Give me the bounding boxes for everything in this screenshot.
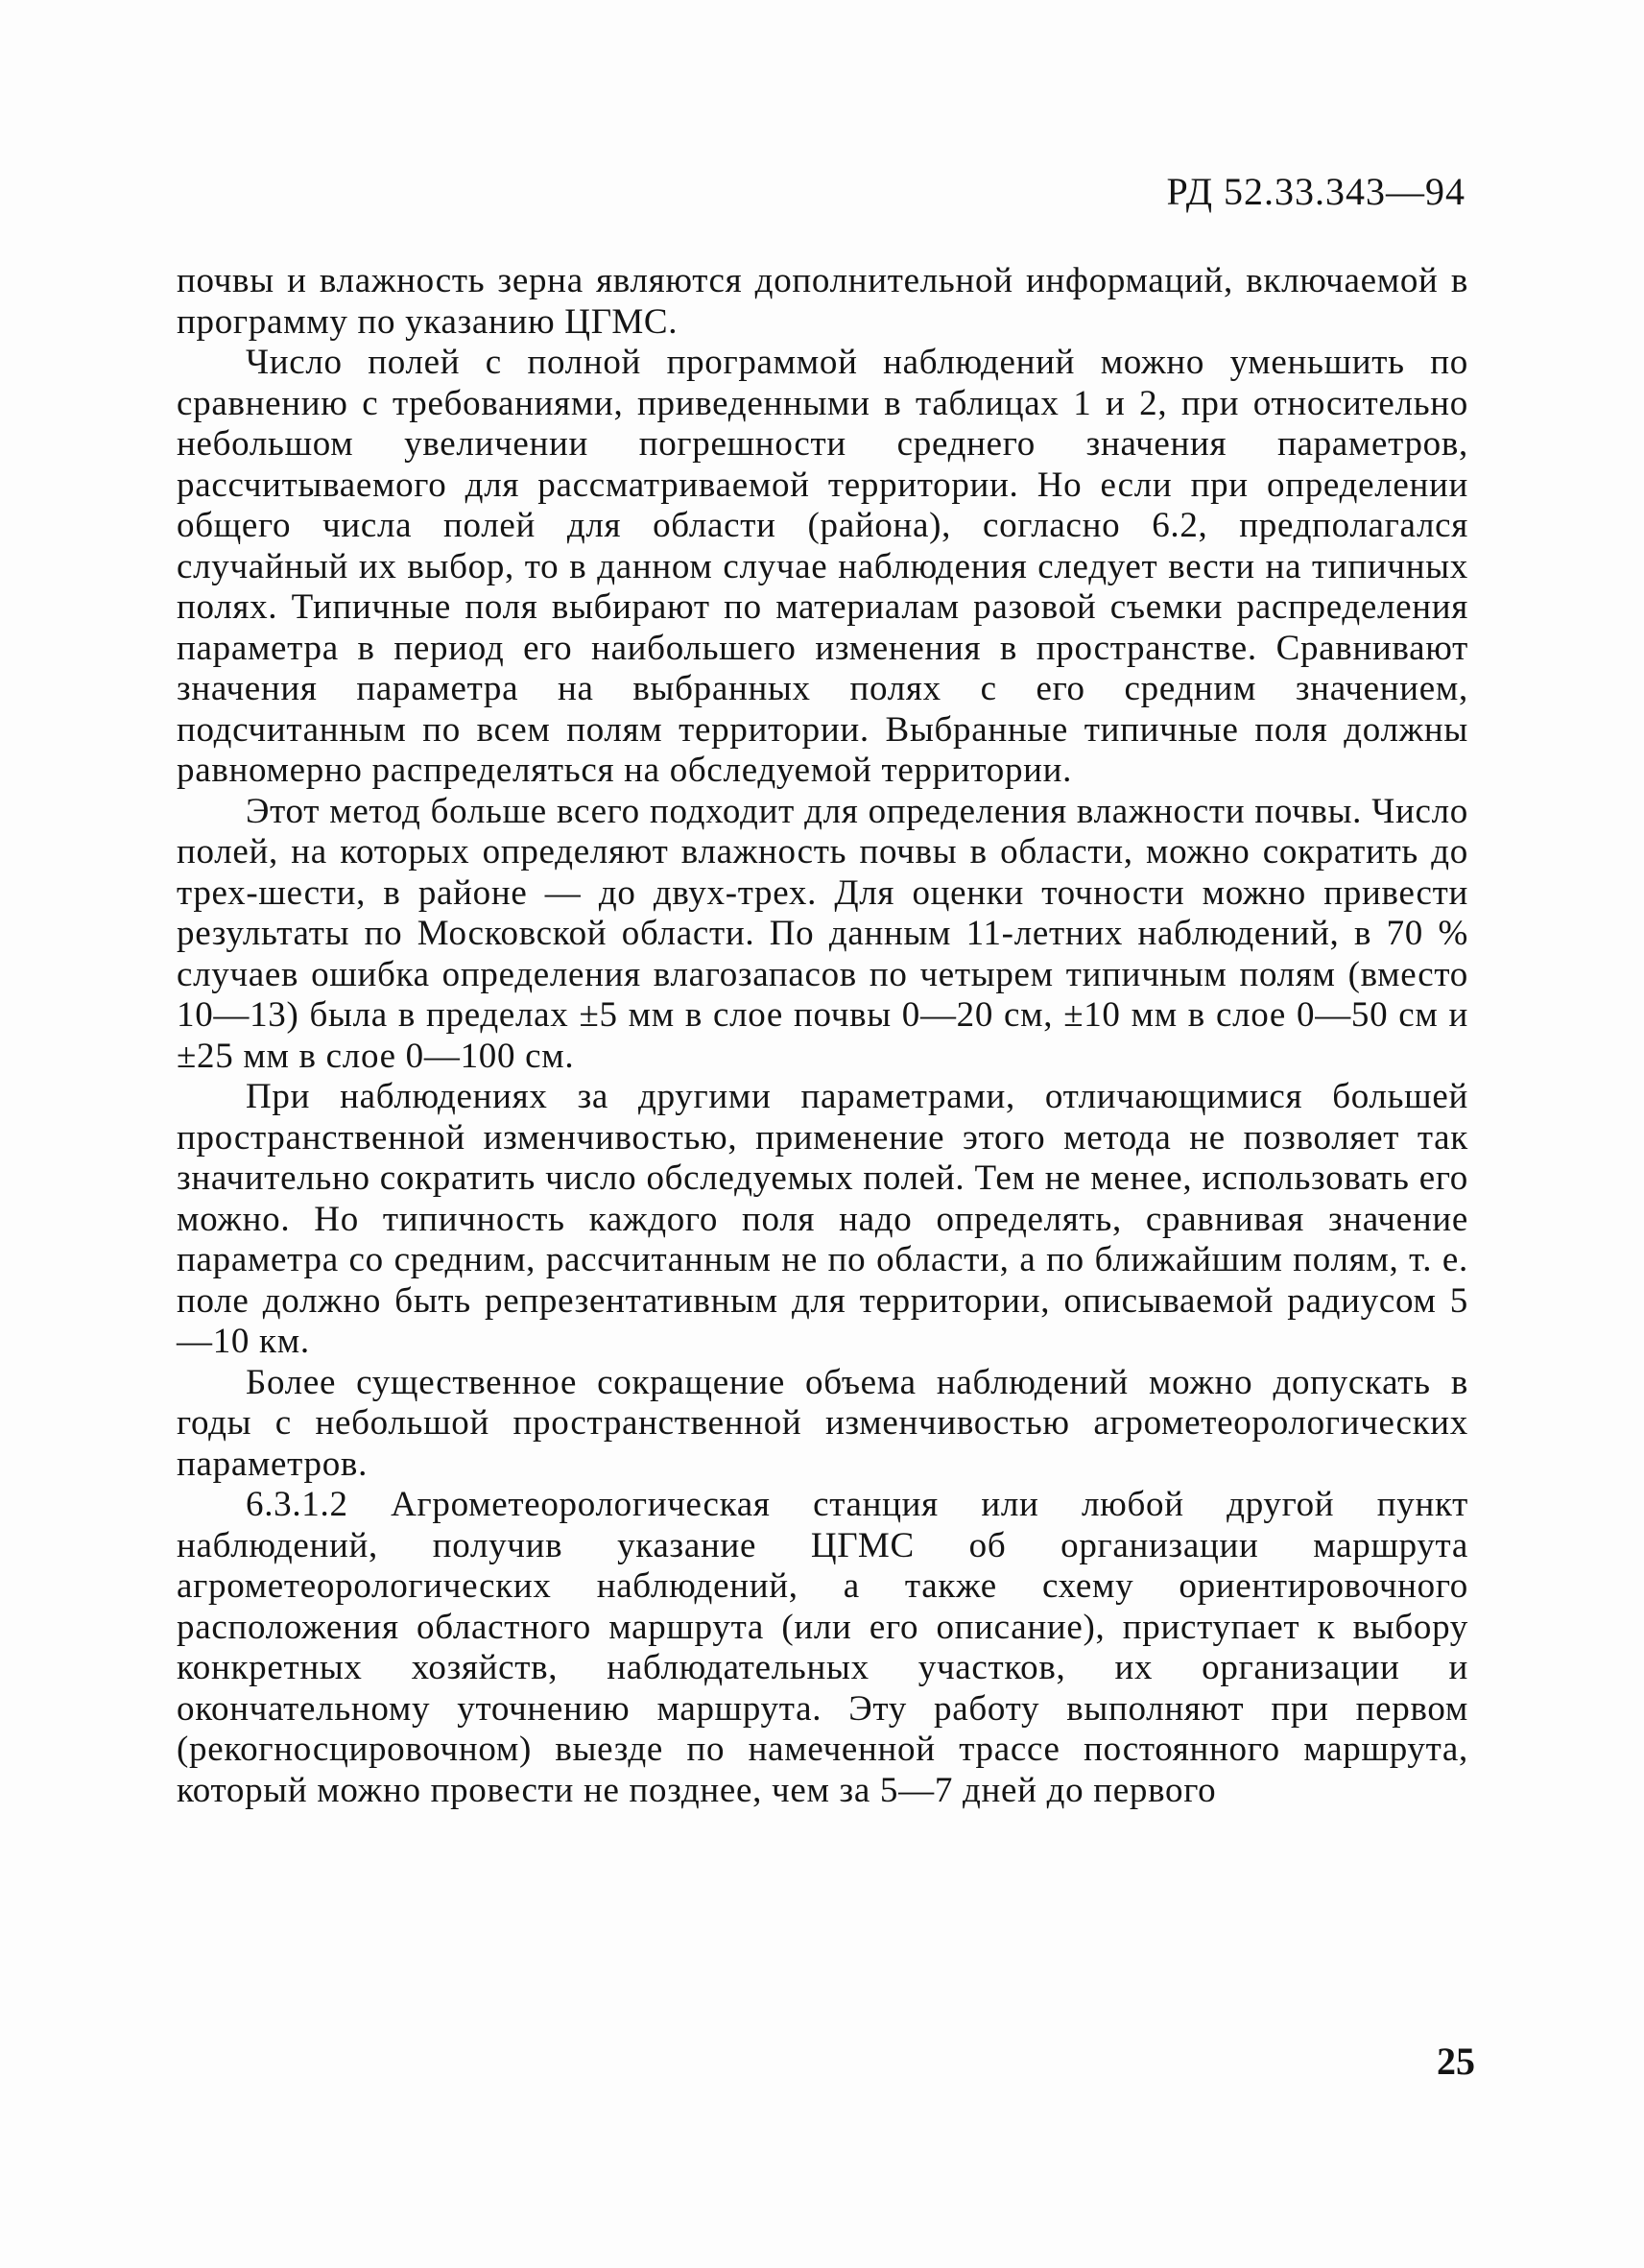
page-number: 25: [1437, 2040, 1475, 2083]
paragraph-continuation: почвы и влажность зерна являются дополнительной информаций, включаемой в программу по указанию ЦГМС.: [177, 261, 1468, 342]
document-code: РД 52.33.343—94: [1166, 170, 1465, 213]
body-text: [177, 261, 1468, 1811]
paragraph: Этот метод больше всего подходит для определения влажности почвы. Число полей, на которых определяют влажность почвы в области, можно сократить до трех-шести, в районе — до двух-трех. Для оценки точности можно привести результаты по Московской области. По данным 11-летних наблюдений, в 70 % случаев ошибка определения влагозапасов по четырем типичным полям (вместо 10—13) была в пределах ±5 мм в слое почвы 0—20 см, ±10 мм в слое 0—50 см и ±25 мм в слое 0—100 см.: [177, 791, 1468, 1076]
paragraph: Более существенное сокращение объема наблюдений можно допускать в годы с небольшой пространственной изменчивостью агрометеорологических параметров.: [177, 1362, 1468, 1484]
paragraph: Число полей с полной программой наблюдений можно уменьшить по сравнению с требованиями, приведенными в таблицах 1 и 2, при относительно небольшом увеличении погрешности среднего значения параметров, рассчитываемого для рассматриваемой территории. Но если при определении общего числа полей для области (района), согласно 6.2, предполагался случайный их выбор, то в данном случае наблюдения следует вести на типичных полях. Типичные поля выбирают по материалам разовой съемки распределения параметра в период его наибольшего изменения в пространстве. Сравнивают значения параметра на выбранных полях с его средним значением, подсчитанным по всем полям территории. Выбранные типичные поля должны равномерно распределяться на обследуемой территории.: [177, 343, 1468, 790]
paragraph: При наблюдениях за другими параметрами, отличающимися большей пространственной изменчивостью, применение этого метода не позволяет так значительно сократить число обследуемых полей. Тем не менее, использовать его можно. Но типичность каждого поля надо определять, сравнивая значение параметра со средним, рассчитанным не по области, а по ближайшим полям, т. е. поле должно быть репрезентативным для территории, описываемой радиусом 5—10 км.: [177, 1077, 1468, 1361]
section-paragraph: 6.3.1.2 Агрометеорологическая станция или любой другой пункт наблюдений, получив указание ЦГМС об организации маршрута агрометеорологических наблюдений, а также схему ориентировочного расположения областного маршрута (или его описание), приступает к выбору конкретных хозяйств, наблюдательных участков, их организации и окончательному уточнению маршрута. Эту работу выполняют при первом (рекогносцировочном) выезде по намеченной трассе постоянного маршрута, который можно провести не позднее, чем за 5—7 дней до первого: [177, 1485, 1468, 1810]
